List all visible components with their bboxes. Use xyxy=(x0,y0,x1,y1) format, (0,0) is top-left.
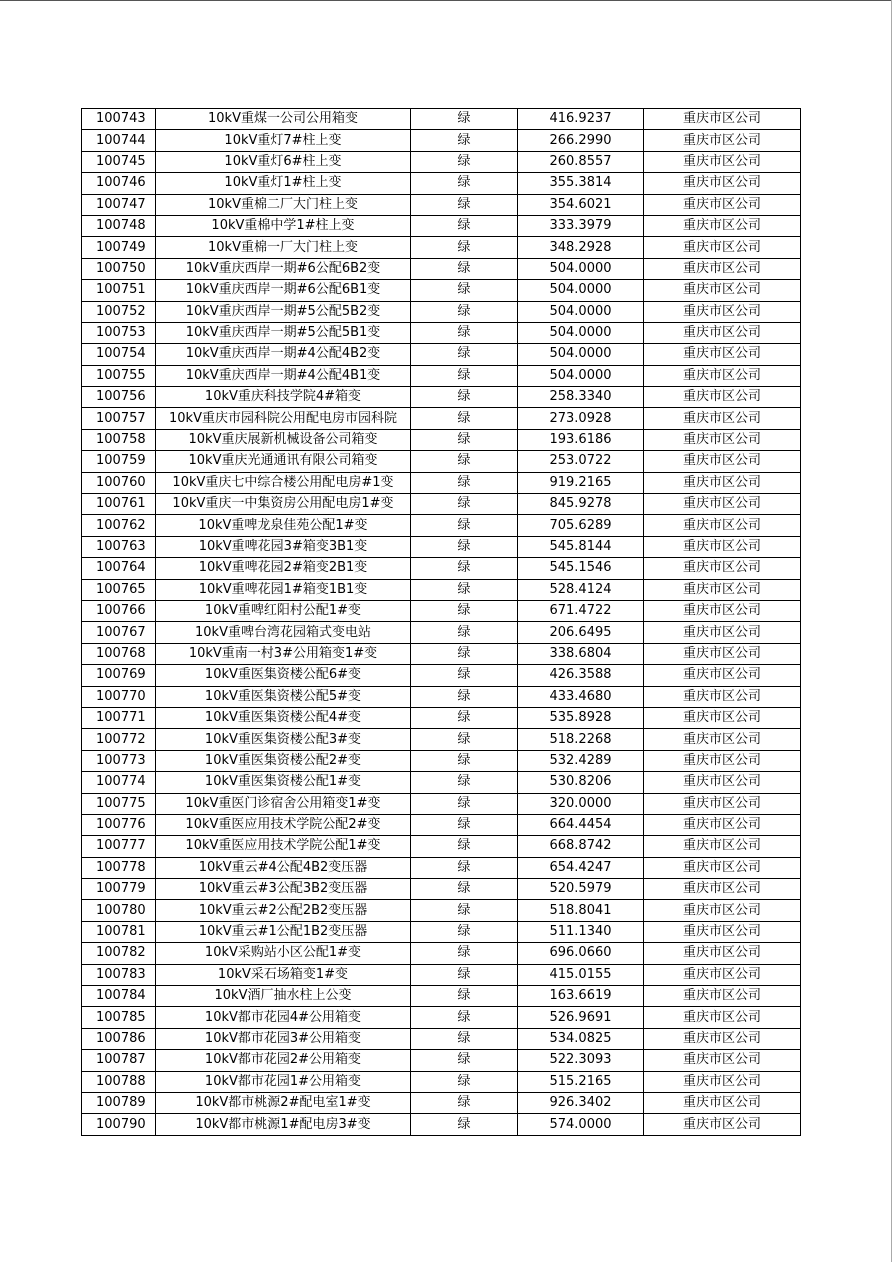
cell-value: 526.9691 xyxy=(518,1007,644,1028)
cell-name: 10kV重医集资楼公配3#变 xyxy=(156,729,411,750)
cell-status: 绿 xyxy=(411,173,518,194)
cell-status: 绿 xyxy=(411,814,518,835)
cell-company: 重庆市区公司 xyxy=(644,1071,801,1092)
table-row xyxy=(82,643,801,664)
cell-value: 664.4454 xyxy=(518,814,644,835)
cell-company: 重庆市区公司 xyxy=(644,772,801,793)
cell-id: 100766 xyxy=(82,600,156,621)
cell-value: 348.2928 xyxy=(518,237,644,258)
cell-id: 100757 xyxy=(82,408,156,429)
cell-company: 重庆市区公司 xyxy=(644,365,801,386)
cell-name: 10kV重庆展新机械设备公司箱变 xyxy=(156,429,411,450)
cell-status: 绿 xyxy=(411,472,518,493)
cell-value: 530.8206 xyxy=(518,772,644,793)
cell-id: 100778 xyxy=(82,857,156,878)
cell-status: 绿 xyxy=(411,643,518,664)
cell-company: 重庆市区公司 xyxy=(644,729,801,750)
cell-id: 100748 xyxy=(82,215,156,236)
cell-company: 重庆市区公司 xyxy=(644,643,801,664)
cell-value: 416.9237 xyxy=(518,109,644,130)
table-row xyxy=(82,1007,801,1028)
cell-company: 重庆市区公司 xyxy=(644,1028,801,1049)
cell-company: 重庆市区公司 xyxy=(644,408,801,429)
transformer-table xyxy=(81,108,801,1136)
cell-name: 10kV重南一村3#公用箱变1#变 xyxy=(156,643,411,664)
cell-company: 重庆市区公司 xyxy=(644,151,801,172)
cell-company: 重庆市区公司 xyxy=(644,1114,801,1135)
cell-id: 100776 xyxy=(82,814,156,835)
cell-status: 绿 xyxy=(411,258,518,279)
table-row xyxy=(82,408,801,429)
cell-id: 100760 xyxy=(82,472,156,493)
table-row xyxy=(82,665,801,686)
cell-company: 重庆市区公司 xyxy=(644,857,801,878)
cell-value: 504.0000 xyxy=(518,344,644,365)
table-row xyxy=(82,536,801,557)
cell-value: 504.0000 xyxy=(518,322,644,343)
cell-id: 100749 xyxy=(82,237,156,258)
cell-value: 696.0660 xyxy=(518,943,644,964)
cell-value: 206.6495 xyxy=(518,622,644,643)
cell-id: 100777 xyxy=(82,836,156,857)
table-row xyxy=(82,772,801,793)
cell-name: 10kV重煤一公司公用箱变 xyxy=(156,109,411,130)
cell-status: 绿 xyxy=(411,429,518,450)
cell-company: 重庆市区公司 xyxy=(644,943,801,964)
cell-value: 354.6021 xyxy=(518,194,644,215)
cell-company: 重庆市区公司 xyxy=(644,344,801,365)
cell-value: 654.4247 xyxy=(518,857,644,878)
cell-status: 绿 xyxy=(411,986,518,1007)
cell-id: 100755 xyxy=(82,365,156,386)
cell-company: 重庆市区公司 xyxy=(644,921,801,942)
cell-status: 绿 xyxy=(411,729,518,750)
cell-status: 绿 xyxy=(411,451,518,472)
cell-id: 100765 xyxy=(82,579,156,600)
table-row xyxy=(82,729,801,750)
table-row xyxy=(82,921,801,942)
cell-id: 100750 xyxy=(82,258,156,279)
cell-company: 重庆市区公司 xyxy=(644,579,801,600)
cell-name: 10kV重庆西岸一期#5公配5B2变 xyxy=(156,301,411,322)
cell-company: 重庆市区公司 xyxy=(644,301,801,322)
cell-name: 10kV重庆市园科院公用配电房市园科院 xyxy=(156,408,411,429)
cell-id: 100774 xyxy=(82,772,156,793)
cell-status: 绿 xyxy=(411,1071,518,1092)
cell-id: 100759 xyxy=(82,451,156,472)
table-row xyxy=(82,750,801,771)
cell-status: 绿 xyxy=(411,686,518,707)
table-row xyxy=(82,964,801,985)
table-row xyxy=(82,173,801,194)
table-row xyxy=(82,365,801,386)
cell-id: 100744 xyxy=(82,130,156,151)
cell-id: 100746 xyxy=(82,173,156,194)
cell-value: 532.4289 xyxy=(518,750,644,771)
cell-status: 绿 xyxy=(411,237,518,258)
cell-company: 重庆市区公司 xyxy=(644,215,801,236)
cell-value: 705.6289 xyxy=(518,515,644,536)
cell-name: 10kV重医集资楼公配2#变 xyxy=(156,750,411,771)
cell-value: 511.1340 xyxy=(518,921,644,942)
cell-status: 绿 xyxy=(411,750,518,771)
table-row xyxy=(82,494,801,515)
cell-company: 重庆市区公司 xyxy=(644,600,801,621)
cell-company: 重庆市区公司 xyxy=(644,536,801,557)
cell-name: 10kV重棉一厂大门柱上变 xyxy=(156,237,411,258)
cell-name: 10kV重灯7#柱上变 xyxy=(156,130,411,151)
cell-company: 重庆市区公司 xyxy=(644,109,801,130)
cell-value: 535.8928 xyxy=(518,707,644,728)
cell-id: 100762 xyxy=(82,515,156,536)
cell-status: 绿 xyxy=(411,215,518,236)
cell-name: 10kV重棉中学1#柱上变 xyxy=(156,215,411,236)
cell-status: 绿 xyxy=(411,387,518,408)
cell-id: 100743 xyxy=(82,109,156,130)
cell-value: 926.3402 xyxy=(518,1092,644,1113)
cell-company: 重庆市区公司 xyxy=(644,515,801,536)
table-row xyxy=(82,814,801,835)
cell-value: 518.2268 xyxy=(518,729,644,750)
cell-name: 10kV重庆西岸一期#6公配6B2变 xyxy=(156,258,411,279)
cell-id: 100773 xyxy=(82,750,156,771)
cell-name: 10kV重云#4公配4B2变压器 xyxy=(156,857,411,878)
cell-value: 333.3979 xyxy=(518,215,644,236)
cell-id: 100784 xyxy=(82,986,156,1007)
cell-company: 重庆市区公司 xyxy=(644,258,801,279)
cell-status: 绿 xyxy=(411,408,518,429)
cell-status: 绿 xyxy=(411,301,518,322)
table-body xyxy=(82,109,801,1136)
cell-id: 100787 xyxy=(82,1050,156,1071)
cell-id: 100782 xyxy=(82,943,156,964)
cell-company: 重庆市区公司 xyxy=(644,494,801,515)
cell-company: 重庆市区公司 xyxy=(644,622,801,643)
cell-company: 重庆市区公司 xyxy=(644,814,801,835)
cell-name: 10kV重医集资楼公配1#变 xyxy=(156,772,411,793)
cell-company: 重庆市区公司 xyxy=(644,194,801,215)
cell-name: 10kV重啤龙泉佳苑公配1#变 xyxy=(156,515,411,536)
cell-id: 100768 xyxy=(82,643,156,664)
cell-status: 绿 xyxy=(411,772,518,793)
cell-status: 绿 xyxy=(411,579,518,600)
cell-name: 10kV酒厂抽水柱上公变 xyxy=(156,986,411,1007)
table-row xyxy=(82,109,801,130)
cell-company: 重庆市区公司 xyxy=(644,1050,801,1071)
cell-value: 919.2165 xyxy=(518,472,644,493)
cell-status: 绿 xyxy=(411,322,518,343)
cell-status: 绿 xyxy=(411,1050,518,1071)
cell-value: 504.0000 xyxy=(518,365,644,386)
cell-name: 10kV都市花园2#公用箱变 xyxy=(156,1050,411,1071)
cell-name: 10kV重啤花园2#箱变2B1变 xyxy=(156,558,411,579)
cell-status: 绿 xyxy=(411,151,518,172)
cell-id: 100754 xyxy=(82,344,156,365)
cell-value: 522.3093 xyxy=(518,1050,644,1071)
cell-id: 100785 xyxy=(82,1007,156,1028)
cell-status: 绿 xyxy=(411,558,518,579)
cell-value: 668.8742 xyxy=(518,836,644,857)
cell-status: 绿 xyxy=(411,1114,518,1135)
table-row xyxy=(82,194,801,215)
cell-status: 绿 xyxy=(411,707,518,728)
table-row xyxy=(82,879,801,900)
cell-status: 绿 xyxy=(411,344,518,365)
table-row xyxy=(82,322,801,343)
cell-value: 338.6804 xyxy=(518,643,644,664)
cell-status: 绿 xyxy=(411,857,518,878)
table-row xyxy=(82,280,801,301)
cell-value: 504.0000 xyxy=(518,258,644,279)
cell-id: 100772 xyxy=(82,729,156,750)
table-row xyxy=(82,558,801,579)
cell-value: 504.0000 xyxy=(518,301,644,322)
cell-name: 10kV重云#3公配3B2变压器 xyxy=(156,879,411,900)
cell-id: 100752 xyxy=(82,301,156,322)
table-row xyxy=(82,237,801,258)
table-row xyxy=(82,1028,801,1049)
cell-id: 100790 xyxy=(82,1114,156,1135)
cell-value: 545.1546 xyxy=(518,558,644,579)
table-row xyxy=(82,258,801,279)
cell-value: 320.0000 xyxy=(518,793,644,814)
cell-name: 10kV重医应用技术学院公配1#变 xyxy=(156,836,411,857)
cell-name: 10kV采石场箱变1#变 xyxy=(156,964,411,985)
table-row xyxy=(82,451,801,472)
cell-name: 10kV重啤花园1#箱变1B1变 xyxy=(156,579,411,600)
table-row xyxy=(82,215,801,236)
cell-id: 100767 xyxy=(82,622,156,643)
cell-id: 100769 xyxy=(82,665,156,686)
cell-company: 重庆市区公司 xyxy=(644,1092,801,1113)
table-row xyxy=(82,1114,801,1135)
table-row xyxy=(82,900,801,921)
cell-value: 426.3588 xyxy=(518,665,644,686)
cell-name: 10kV重医门诊宿舍公用箱变1#变 xyxy=(156,793,411,814)
cell-status: 绿 xyxy=(411,622,518,643)
page-top-border xyxy=(0,0,892,1)
cell-name: 10kV都市花园1#公用箱变 xyxy=(156,1071,411,1092)
cell-name: 10kV重棉二厂大门柱上变 xyxy=(156,194,411,215)
cell-value: 671.4722 xyxy=(518,600,644,621)
cell-company: 重庆市区公司 xyxy=(644,130,801,151)
cell-name: 10kV重云#2公配2B2变压器 xyxy=(156,900,411,921)
cell-id: 100756 xyxy=(82,387,156,408)
cell-id: 100775 xyxy=(82,793,156,814)
cell-id: 100789 xyxy=(82,1092,156,1113)
cell-status: 绿 xyxy=(411,600,518,621)
cell-id: 100788 xyxy=(82,1071,156,1092)
cell-name: 10kV重庆光通通讯有限公司箱变 xyxy=(156,451,411,472)
table-row xyxy=(82,1050,801,1071)
cell-name: 10kV重医集资楼公配4#变 xyxy=(156,707,411,728)
cell-name: 10kV重医应用技术学院公配2#变 xyxy=(156,814,411,835)
cell-id: 100758 xyxy=(82,429,156,450)
cell-company: 重庆市区公司 xyxy=(644,558,801,579)
cell-value: 258.3340 xyxy=(518,387,644,408)
cell-status: 绿 xyxy=(411,515,518,536)
cell-status: 绿 xyxy=(411,943,518,964)
cell-company: 重庆市区公司 xyxy=(644,451,801,472)
cell-id: 100779 xyxy=(82,879,156,900)
table-row xyxy=(82,301,801,322)
cell-value: 253.0722 xyxy=(518,451,644,472)
cell-name: 10kV重庆西岸一期#4公配4B1变 xyxy=(156,365,411,386)
cell-value: 845.9278 xyxy=(518,494,644,515)
cell-name: 10kV重庆西岸一期#6公配6B1变 xyxy=(156,280,411,301)
table-row xyxy=(82,151,801,172)
cell-status: 绿 xyxy=(411,1028,518,1049)
cell-name: 10kV都市花园3#公用箱变 xyxy=(156,1028,411,1049)
cell-company: 重庆市区公司 xyxy=(644,750,801,771)
table-row xyxy=(82,600,801,621)
cell-company: 重庆市区公司 xyxy=(644,986,801,1007)
cell-id: 100751 xyxy=(82,280,156,301)
cell-status: 绿 xyxy=(411,1007,518,1028)
cell-name: 10kV重庆西岸一期#4公配4B2变 xyxy=(156,344,411,365)
cell-value: 433.4680 xyxy=(518,686,644,707)
cell-company: 重庆市区公司 xyxy=(644,280,801,301)
cell-company: 重庆市区公司 xyxy=(644,707,801,728)
cell-id: 100770 xyxy=(82,686,156,707)
cell-id: 100753 xyxy=(82,322,156,343)
table-row xyxy=(82,686,801,707)
cell-value: 520.5979 xyxy=(518,879,644,900)
table-row xyxy=(82,429,801,450)
cell-value: 534.0825 xyxy=(518,1028,644,1049)
cell-company: 重庆市区公司 xyxy=(644,879,801,900)
cell-company: 重庆市区公司 xyxy=(644,429,801,450)
cell-id: 100745 xyxy=(82,151,156,172)
cell-value: 266.2990 xyxy=(518,130,644,151)
cell-status: 绿 xyxy=(411,900,518,921)
cell-id: 100747 xyxy=(82,194,156,215)
table-row xyxy=(82,836,801,857)
table-row xyxy=(82,344,801,365)
cell-company: 重庆市区公司 xyxy=(644,964,801,985)
table-row xyxy=(82,579,801,600)
cell-company: 重庆市区公司 xyxy=(644,387,801,408)
cell-name: 10kV重庆西岸一期#5公配5B1变 xyxy=(156,322,411,343)
cell-value: 260.8557 xyxy=(518,151,644,172)
cell-status: 绿 xyxy=(411,365,518,386)
cell-name: 10kV都市桃源1#配电房3#变 xyxy=(156,1114,411,1135)
cell-id: 100783 xyxy=(82,964,156,985)
cell-value: 545.8144 xyxy=(518,536,644,557)
cell-status: 绿 xyxy=(411,793,518,814)
cell-value: 528.4124 xyxy=(518,579,644,600)
cell-company: 重庆市区公司 xyxy=(644,237,801,258)
cell-value: 355.3814 xyxy=(518,173,644,194)
cell-value: 273.0928 xyxy=(518,408,644,429)
cell-company: 重庆市区公司 xyxy=(644,322,801,343)
cell-name: 10kV重灯6#柱上变 xyxy=(156,151,411,172)
cell-name: 10kV重庆七中综合楼公用配电房#1变 xyxy=(156,472,411,493)
cell-name: 10kV重云#1公配1B2变压器 xyxy=(156,921,411,942)
cell-status: 绿 xyxy=(411,879,518,900)
cell-value: 415.0155 xyxy=(518,964,644,985)
cell-name: 10kV重啤花园3#箱变3B1变 xyxy=(156,536,411,557)
table-row xyxy=(82,130,801,151)
cell-status: 绿 xyxy=(411,109,518,130)
cell-company: 重庆市区公司 xyxy=(644,686,801,707)
cell-name: 10kV采购站小区公配1#变 xyxy=(156,943,411,964)
cell-status: 绿 xyxy=(411,921,518,942)
cell-value: 504.0000 xyxy=(518,280,644,301)
cell-id: 100786 xyxy=(82,1028,156,1049)
cell-name: 10kV重啤红阳村公配1#变 xyxy=(156,600,411,621)
cell-company: 重庆市区公司 xyxy=(644,173,801,194)
cell-status: 绿 xyxy=(411,130,518,151)
table-row xyxy=(82,943,801,964)
cell-company: 重庆市区公司 xyxy=(644,793,801,814)
cell-id: 100780 xyxy=(82,900,156,921)
cell-value: 163.6619 xyxy=(518,986,644,1007)
cell-name: 10kV重医集资楼公配5#变 xyxy=(156,686,411,707)
cell-name: 10kV都市桃源2#配电室1#变 xyxy=(156,1092,411,1113)
table-row xyxy=(82,707,801,728)
table-row xyxy=(82,793,801,814)
cell-id: 100763 xyxy=(82,536,156,557)
cell-company: 重庆市区公司 xyxy=(644,472,801,493)
table-row xyxy=(82,986,801,1007)
cell-status: 绿 xyxy=(411,280,518,301)
cell-name: 10kV重庆一中集资房公用配电房1#变 xyxy=(156,494,411,515)
cell-status: 绿 xyxy=(411,665,518,686)
cell-value: 515.2165 xyxy=(518,1071,644,1092)
cell-name: 10kV重医集资楼公配6#变 xyxy=(156,665,411,686)
cell-name: 10kV都市花园4#公用箱变 xyxy=(156,1007,411,1028)
cell-id: 100781 xyxy=(82,921,156,942)
table-row xyxy=(82,387,801,408)
cell-status: 绿 xyxy=(411,964,518,985)
cell-id: 100764 xyxy=(82,558,156,579)
cell-name: 10kV重灯1#柱上变 xyxy=(156,173,411,194)
cell-value: 518.8041 xyxy=(518,900,644,921)
cell-company: 重庆市区公司 xyxy=(644,1007,801,1028)
cell-value: 574.0000 xyxy=(518,1114,644,1135)
cell-value: 193.6186 xyxy=(518,429,644,450)
cell-id: 100761 xyxy=(82,494,156,515)
table-row xyxy=(82,622,801,643)
cell-company: 重庆市区公司 xyxy=(644,836,801,857)
cell-status: 绿 xyxy=(411,1092,518,1113)
cell-id: 100771 xyxy=(82,707,156,728)
cell-status: 绿 xyxy=(411,836,518,857)
cell-company: 重庆市区公司 xyxy=(644,900,801,921)
cell-name: 10kV重庆科技学院4#箱变 xyxy=(156,387,411,408)
table-row xyxy=(82,472,801,493)
cell-status: 绿 xyxy=(411,536,518,557)
table-row xyxy=(82,515,801,536)
cell-name: 10kV重啤台湾花园箱式变电站 xyxy=(156,622,411,643)
cell-status: 绿 xyxy=(411,494,518,515)
table-row xyxy=(82,1092,801,1113)
cell-status: 绿 xyxy=(411,194,518,215)
table-row xyxy=(82,1071,801,1092)
table-row xyxy=(82,857,801,878)
cell-company: 重庆市区公司 xyxy=(644,665,801,686)
